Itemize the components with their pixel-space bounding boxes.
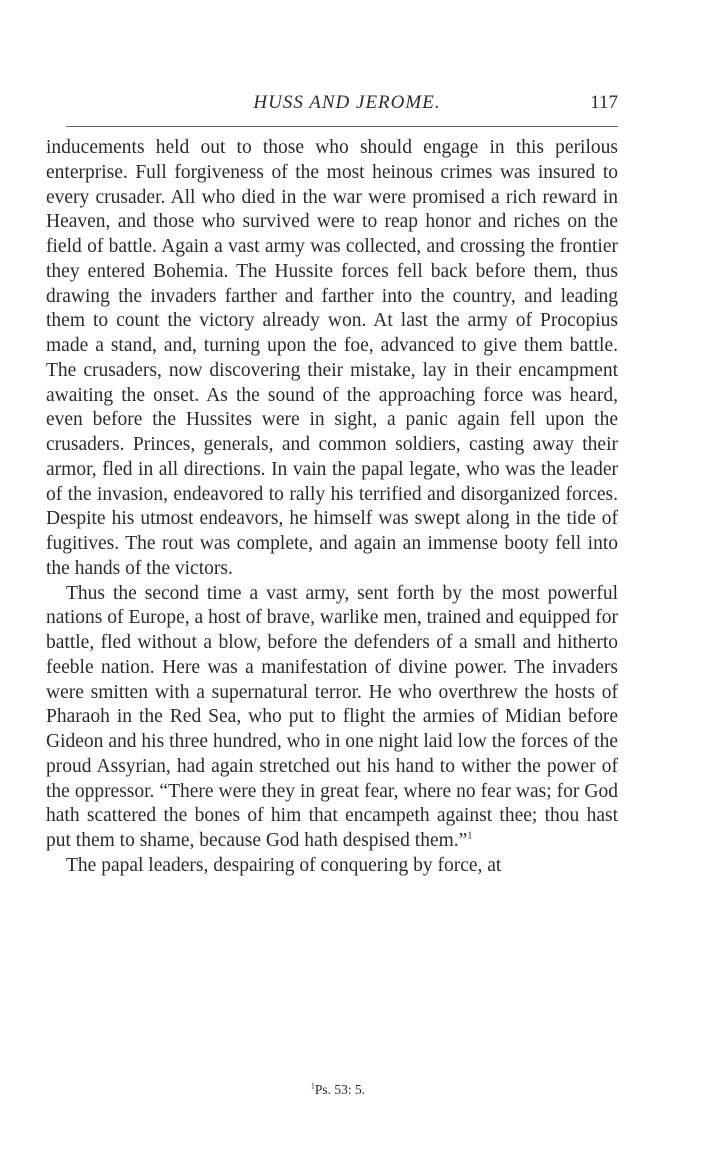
paragraph-continuation: inducements held out to those who should engage in this perilous enterprise. Full forgiveness of the most heinous crimes was insured to every crusader. All who died in the war were promised a rich reward in Heaven, and those who survived were to reap honor and riches on the field of battle. Again a vast army was collected, and crossing the frontier they entered Bohemia. The Hussite forces fell back before them, thus drawing the invaders farther and farther into the country, and leading them to count the victory already won. At last the army of Procopius made a stand, and, turning upon the foe, advanced to give them battle. The crusaders, now discovering their mistake, lay in their encampment awaiting the onset. As the sound of the approaching force was heard, even before the Hussites were in sight, a panic again fell upon the crusaders. Princes, generals, and common soldiers, casting away their armor, fled in all directions. In vain the papal legate, who was the leader of the invasion, endeavored to rally his terrified and disorganized forces. Despite his utmost endeavors, he himself was swept along in the tide of fugitives. The rout was complete, and again an immense booty fell into the hands of the victors. <box>46 137 618 579</box>
footnote-reference: 1 <box>467 830 473 842</box>
paragraph-text: Thus the second time a vast army, sent forth by the most powerful nations of Europe, a host of brave, warlike men, trained and equipped for battle, fled without a blow, before the defenders of a small and hitherto feeble nation. Here was a manifestation of divine power. The invaders were smitten with a supernatural terror. He who overthrew the hosts of Pharaoh in the Red Sea, who put to flight the armies of Midian before Gideon and his three hundred, who in one night laid low the forces of the proud Assyrian, had again stretched out his hand to wither the power of the oppressor. “There were they in great fear, where no fear was; for God hath scattered the bones of him that encampeth against thee; thou hast put them to shame, because God hath despised them.” <box>46 582 618 851</box>
running-head <box>46 90 618 116</box>
footnote <box>46 1081 618 1099</box>
paragraph-papal-leaders: The papal leaders, despairing of conquering by force, at <box>66 854 502 876</box>
body-text <box>46 136 618 879</box>
page-number: 117 <box>590 92 618 113</box>
paragraph-second-army <box>46 582 618 854</box>
running-title: HUSS AND JEROME. <box>253 92 441 113</box>
footnote-marker: 1 <box>310 1081 315 1091</box>
book-page <box>46 0 618 1150</box>
header-rule <box>66 126 618 127</box>
footnote-text: Ps. 53: 5. <box>314 1082 366 1097</box>
